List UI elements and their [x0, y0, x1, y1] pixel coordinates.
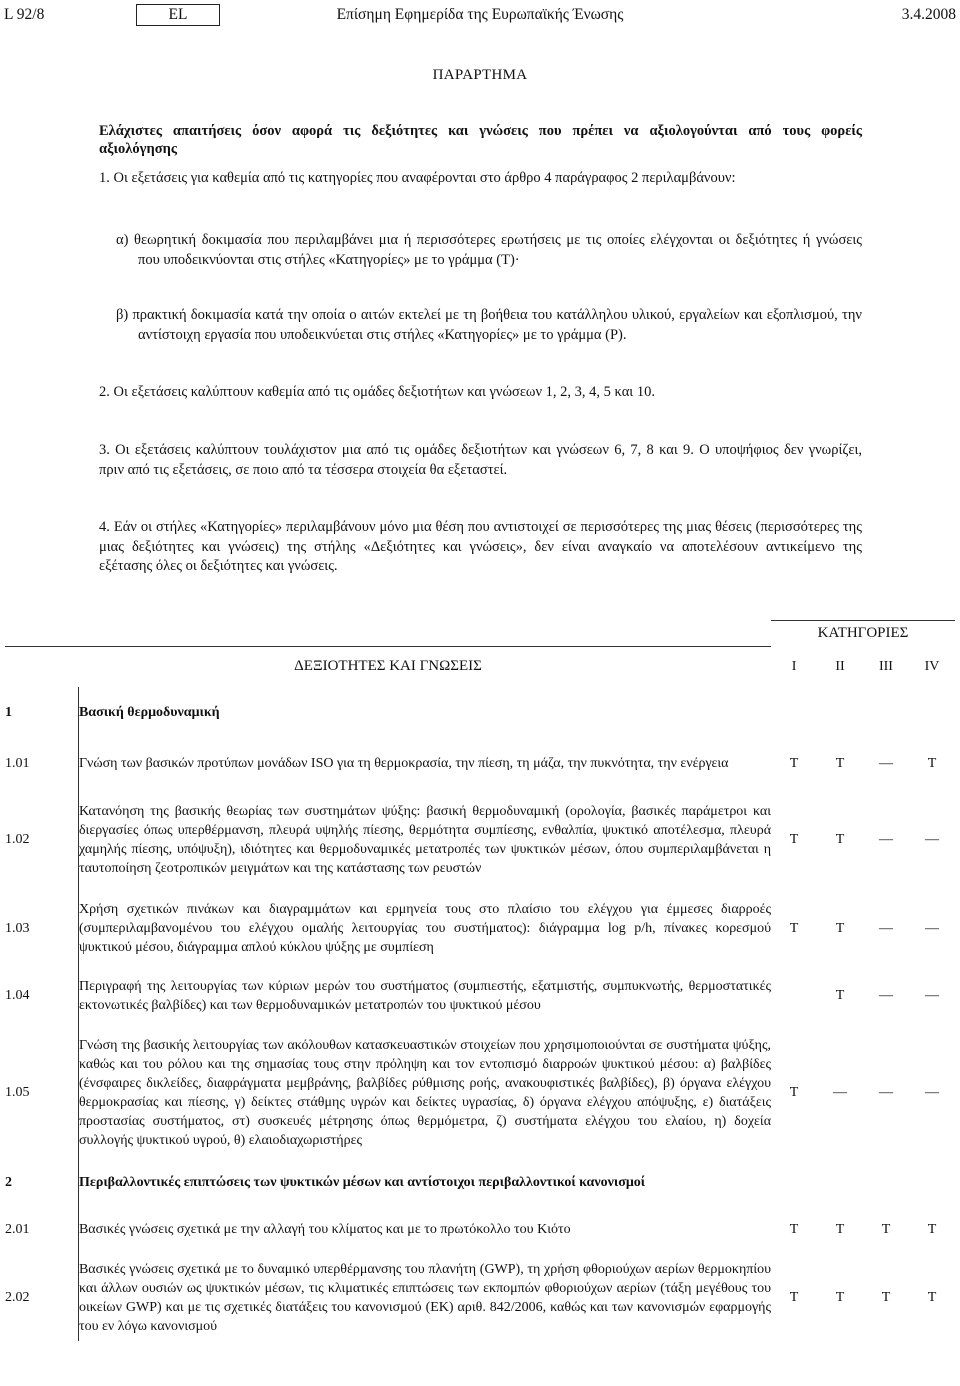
paragraph-b	[116, 306, 862, 345]
row-number: 1	[5, 704, 12, 720]
category-value-3: Τ	[881, 1221, 891, 1237]
row-number: 1.01	[5, 755, 30, 771]
category-value-4: Τ	[927, 1289, 937, 1305]
subtitle-line2: αξιολόγησης	[99, 141, 177, 157]
table-row	[5, 789, 955, 892]
language-box: EL	[136, 4, 220, 26]
paragraph-4-line2: μιας δεξιότητες και γνώσεις) της στήλης «Δεξιότητες και γνώσεις», δεν είναι αναγκαίο να αποτελέσουν αντικείμενο της	[99, 538, 862, 555]
paragraph-3-line2: πριν από τις εξετάσεις, σε ποιο από τα τέσσερα στοιχεία θα εξεταστεί.	[99, 461, 508, 478]
column-header-row	[5, 647, 955, 687]
skills-table	[5, 620, 955, 1341]
table-row	[5, 966, 955, 1026]
category-label-1: I	[791, 658, 797, 674]
categories-header-row	[5, 621, 955, 647]
section-row	[5, 1161, 955, 1205]
category-value-1: Τ	[789, 755, 799, 771]
table-row	[5, 1205, 955, 1255]
category-value-1: Τ	[789, 1289, 799, 1305]
row-description: Βασικές γνώσεις σχετικά με την αλλαγή του κλίματος και με το πρωτόκολλο του Κιότο	[78, 1205, 771, 1255]
row-number: 1.05	[5, 1085, 30, 1100]
annex-title: ΠΑΡΑΡΤΗΜΑ	[432, 67, 528, 83]
row-description: Χρήση σχετικών πινάκων και διαγραμμάτων και ερμηνεία τους στο πλαίσιο του ελέγχου για έμμεσες διαρροές (συμπεριλαμβανομένου του ελέγχου ομαλής λειτουργίας του συστήματος): διάγραμμα log p/h, πίνακες κορεσμού ψυκτικού μέσου, διάγραμμα απλού κύκλου ψύξης με συμπίεση	[78, 892, 771, 966]
category-label-3: III	[878, 658, 893, 674]
category-value-3: —	[878, 1085, 893, 1100]
category-value-3	[863, 1161, 909, 1205]
paragraph-1: 1. Οι εξετάσεις για καθεμία από τις κατηγορίες που αναφέρονται στο άρθρο 4 παράγραφος 2 περιλαμβάνουν:	[99, 170, 736, 186]
category-value-4: —	[924, 832, 939, 847]
category-value-3	[863, 687, 909, 739]
row-description: Γνώση της βασικής λειτουργίας των ακόλουθων κατασκευαστικών στοιχείων που χρησιμοποιούνται σε συστήματα ψύξης, καθώς και του ρόλου και της σημασίας τους στην πρόληψη και τον εντοπισμό διαρροών ψυκτικού μέσου: α) βαλβίδες (ένσφαιρες δικλείδες, διαφράγματα μεμβράνης, βαλβίδες ρύθμισης ροής, ανακουφιστικές βαλβίδες), β) όργανα ελέγχου θερμοκρασίας και πίεσης, γ) δείκτες στάθμης υγρών και δείκτες υγρασίας, δ) όργανα ελέγχου απόψυξης, ε) διατάξεις προστασίας συστήματος, στ) συσκευές μέτρησης όπως θερμόμετρα, ζ) συστήματα ελέγχου του ελαίου, η) δοχεία συλλογής ψυκτικού υγρού, θ) ελαιοδιαχωριστήρες	[78, 1026, 771, 1161]
paragraph-b-line1: β) πρακτική δοκιμασία κατά την οποία ο αιτών εκτελεί με τη βοήθεια του κατάλληλου υλικού, εργαλείων και εξοπλισμού, την	[116, 307, 862, 323]
category-value-2: Τ	[835, 755, 845, 771]
paragraph-3-line1: 3. Οι εξετάσεις καλύπτουν τουλάχιστον μια από τις ομάδες δεξιοτήτων και γνώσεων 6, 7, 8 και 9. Ο υποψήφιος δεν γνωρίζει,	[99, 442, 862, 458]
category-value-1	[771, 1161, 817, 1205]
paragraph-a-line1: α) θεωρητική δοκιμασία που περιλαμβάνει μια ή περισσότερες ερωτήσεις με τις οποίες ελέγχονται οι δεξιότητες ή γνώσεις	[116, 232, 862, 248]
category-value-3: Τ	[881, 1289, 891, 1305]
paragraph-a-line2: που υποδεικνύονται στις στήλες «Κατηγορίες» με το γράμμα (Τ)·	[138, 251, 520, 268]
category-value-3: —	[878, 755, 893, 771]
row-number: 1.04	[5, 987, 30, 1003]
skills-title: ΔΕΞΙΟΤΗΤΕΣ ΚΑΙ ΓΝΩΣΕΙΣ	[5, 647, 771, 687]
paragraph-4	[99, 518, 862, 577]
row-number: 1.02	[5, 832, 30, 847]
category-value-1: Τ	[789, 920, 799, 936]
category-value-4	[909, 1161, 955, 1205]
category-value-4: —	[924, 920, 939, 936]
category-value-1	[771, 966, 817, 1026]
row-number: 2.02	[5, 1289, 30, 1305]
row-description: Κατανόηση της βασικής θεωρίας των συστημάτων ψύξης: βασική θερμοδυναμική (ορολογία, βασικές παράμετροι και διεργασίες όπως υπερθέρμανση, πλευρά υψηλής πίεσης, θερμότητα συμπίεσης, ενθαλπία, ψυκτικό αποτέλεσμα, πλευρά χαμηλής πίεσης, υπόψυξη), ιδιότητες και θερμοδυναμικές μετατροπές των ψυκτικών μέσων, όπου συμπεριλαμβάνεται η ταυτοποίηση ζεοτροπικών μειγμάτων και της κατάστασης των ρευστών	[78, 789, 771, 892]
table-row	[5, 892, 955, 966]
category-value-2	[817, 1161, 863, 1205]
category-value-2	[817, 687, 863, 739]
row-number: 2.01	[5, 1221, 30, 1237]
table-row	[5, 1026, 955, 1161]
row-number: 1.03	[5, 920, 30, 936]
table-row	[5, 739, 955, 789]
category-value-1	[771, 687, 817, 739]
row-description: Γνώση των βασικών προτύπων μονάδων ISO για τη θερμοκρασία, την πίεση, τη μάζα, την πυκνότητα, την ενέργεια	[78, 739, 771, 789]
category-value-2: Τ	[835, 1221, 845, 1237]
row-description: Βασική θερμοδυναμική	[78, 687, 771, 739]
category-value-2: Τ	[835, 987, 845, 1003]
categories-title: ΚΑΤΗΓΟΡΙΕΣ	[771, 621, 955, 647]
journal-title: Επίσημη Εφημερίδα της Ευρωπαϊκής Ένωσης	[336, 6, 624, 23]
table-row	[5, 1255, 955, 1341]
row-description: Περιγραφή της λειτουργίας των κύριων μερών του συστήματος (συμπιεστής, εξατμιστής, συμπυκνωτής, θερμοστατικές εκτονωτικές βαλβίδες) και των θερμοδυναμικών μετατροπών του ψυκτικού μέσου	[78, 966, 771, 1026]
page-number: L 92/8	[4, 6, 45, 23]
category-value-4: Τ	[927, 1221, 937, 1237]
category-value-2: —	[833, 1085, 847, 1100]
publication-date: 3.4.2008	[901, 6, 956, 23]
category-value-4	[909, 687, 955, 739]
category-value-4: —	[924, 1085, 939, 1100]
category-value-3: —	[878, 832, 893, 847]
paragraph-2: 2. Οι εξετάσεις καλύπτουν καθεμία από τις ομάδες δεξιοτήτων και γνώσεων 1, 2, 3, 4, 5 και 10.	[99, 384, 655, 400]
category-value-4: Τ	[927, 755, 937, 771]
category-value-1: Τ	[789, 832, 799, 847]
row-description: Βασικές γνώσεις σχετικά με το δυναμικό υπερθέρμανσης του πλανήτη (GWP), τη χρήση φθοριούχων αερίων θερμοκηπίου και άλλων ουσιών ως ψυκτικών μέσων, τις κλιματικές επιπτώσεις των εκπομπών φθοριούχων αερίων (τάξη μεγέθους του οικείων GWP) και με τις σχετικές διατάξεις του κανονισμού (ΕΚ) αριθ. 842/2006, καθώς και των κανονισμών εφαρμογής του εν λόγω κανονισμού	[78, 1255, 771, 1341]
row-number: 2	[5, 1174, 12, 1190]
subtitle-line1: Ελάχιστες απαιτήσεις όσον αφορά τις δεξιότητες και γνώσεις που πρέπει να αξιολογούνται από τους φορείς	[99, 123, 862, 139]
paragraph-b-line2: αντίστοιχη εργασία που υποδεικνύεται στις στήλες «Κατηγορίες» με το γράμμα (Ρ).	[138, 326, 627, 343]
paragraph-4-line3: εξέτασης όλες οι δεξιότητες και γνώσεις.	[99, 558, 338, 574]
paragraph-3	[99, 441, 862, 480]
category-value-2: Τ	[835, 1289, 845, 1305]
paragraph-a	[116, 231, 862, 270]
category-value-2: Τ	[835, 832, 845, 847]
category-value-1: Τ	[789, 1085, 799, 1100]
category-value-3: —	[878, 920, 893, 936]
category-label-2: II	[835, 658, 845, 674]
category-label-4: IV	[924, 658, 940, 674]
category-value-4: —	[924, 987, 939, 1003]
category-value-3: —	[878, 987, 893, 1003]
page-header	[0, 4, 960, 30]
category-value-1: Τ	[789, 1221, 799, 1237]
section-row	[5, 687, 955, 739]
category-value-2: Τ	[835, 920, 845, 936]
paragraph-4-line1: 4. Εάν οι στήλες «Κατηγορίες» περιλαμβάνουν μόνο μια θέση που αντιστοιχεί σε περισσότερες της μιας θέσεις (περισσότερες της	[99, 519, 862, 535]
row-description: Περιβαλλοντικές επιπτώσεις των ψυκτικών μέσων και αντίστοιχοι περιβαλλοντικοί κανονισμοί	[78, 1161, 771, 1205]
